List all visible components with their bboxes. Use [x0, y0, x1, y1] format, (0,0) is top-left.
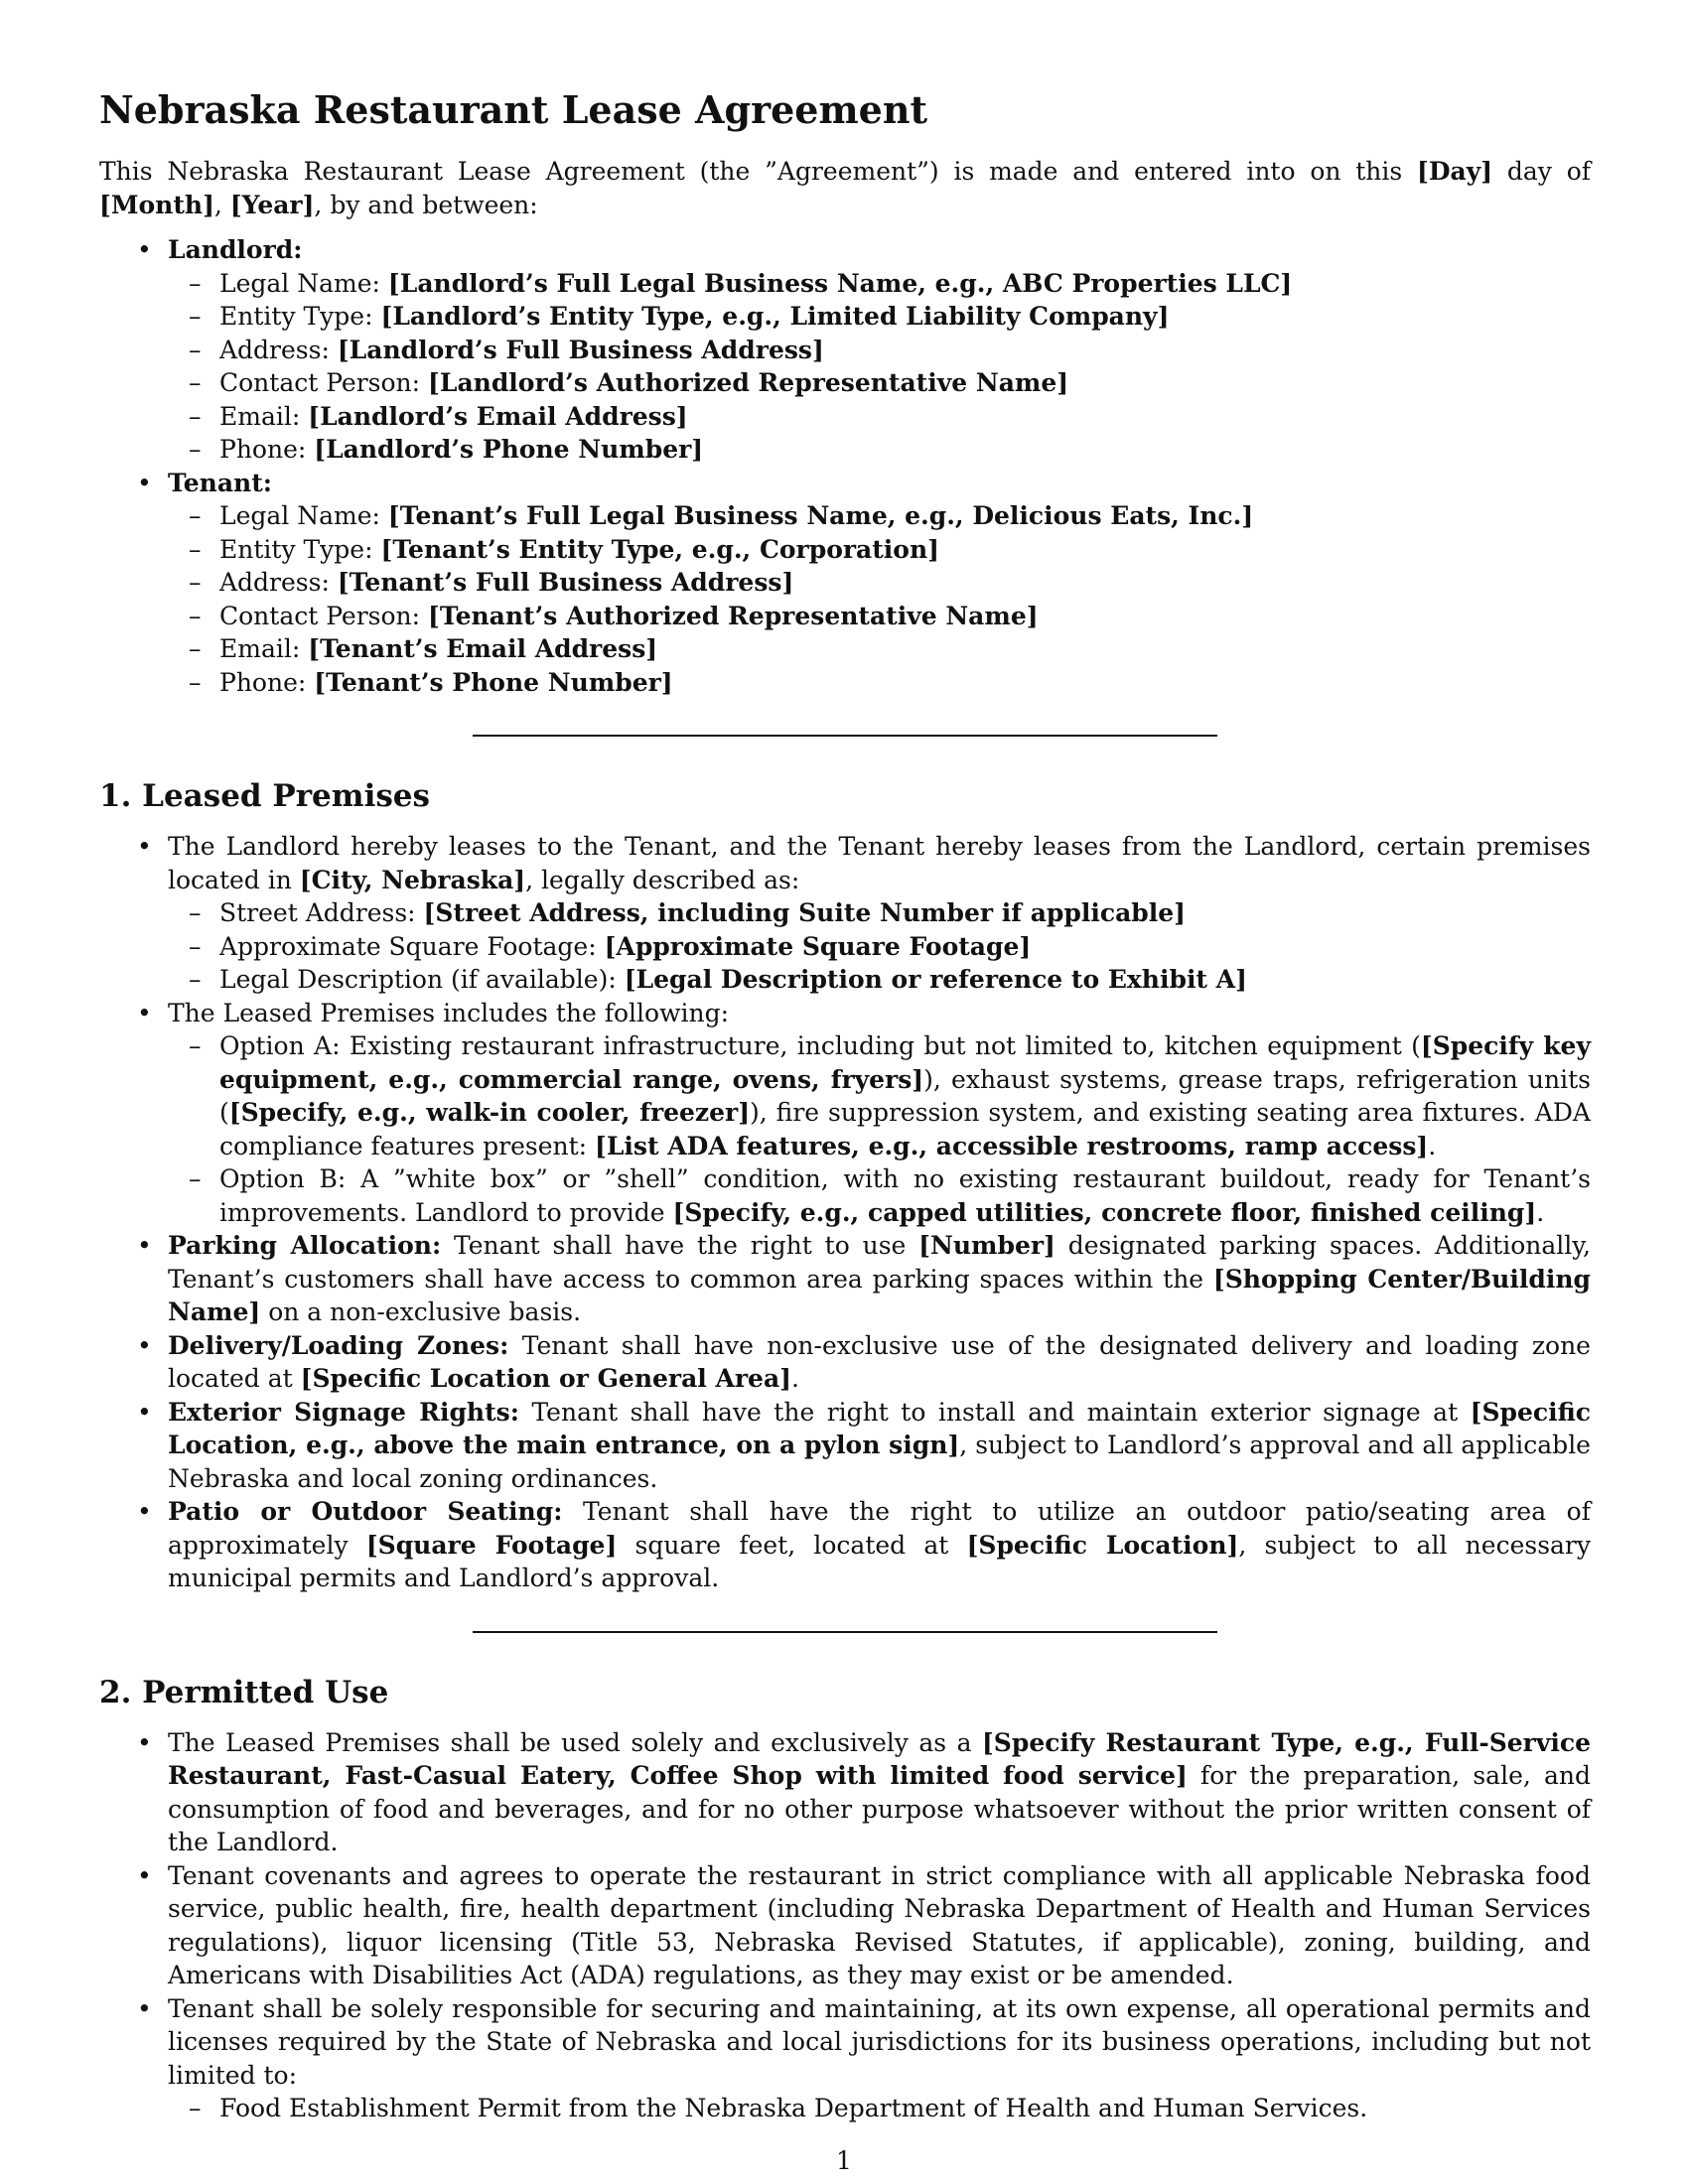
section-divider [473, 735, 1217, 737]
list-item: • Tenant shall be solely responsible for securing and maintaining, at its own expense, all operational permits and licenses required by the State of Nebraska and local jurisdictions for its business operations, including but not limited to: – Food Establishment Permit from the Nebraska Department of Health and Human Services. [99, 1992, 1591, 2125]
list-item: – Email: [Tenant’s Email Address] [159, 632, 1591, 666]
landlord-details [159, 267, 1591, 467]
list-item: • Tenant covenants and agrees to operate the restaurant in strict compliance with all applicable Nebraska food service, public health, fire, health department (including Nebraska Department of Health and Human Services regulations), liquor licensing (Title 53, Nebraska Revised Statutes, if applicable), zoning, building, and Americans with Disabilities Act (ADA) regulations, as they may exist or be amended. [99, 1859, 1591, 1992]
list-item: – Address: [Tenant’s Full Business Address] [159, 566, 1591, 600]
option-a: – Option A: Existing restaurant infrastructure, including but not limited to, kitchen equipment ([Specify key equipment, e.g., commercial range, ovens, fryers]), exhaust systems, grease traps, refrigeration units ([Specify, e.g., walk-in cooler, freezer]), fire suppression system, and existing seating area fixtures. ADA compliance features present: [List ADA features, e.g., accessible restrooms, ramp access]. [159, 1029, 1591, 1162]
document-page [99, 87, 1591, 2125]
document-title: Nebraska Restaurant Lease Agreement [99, 87, 928, 132]
intro-paragraph: This Nebraska Restaurant Lease Agreement (the ”Agreement”) is made and entered into on this [Day] day of [Month], [Year], by and between: [99, 157, 1592, 219]
list-item: – Address: [Landlord’s Full Business Address] [159, 334, 1591, 367]
month-placeholder: [Month] [99, 190, 214, 219]
list-item: – Legal Name: [Landlord’s Full Legal Business Name, e.g., ABC Properties LLC] [159, 267, 1591, 301]
exterior-signage-rights: • Exterior Signage Rights: Tenant shall have the right to install and maintain exterior signage at [Specific Location, e.g., above the main entrance, on a pylon sign], subject to Landlord’s approval and all applicable Nebraska and local zoning ordinances. [99, 1396, 1591, 1496]
tenant-party [99, 467, 1591, 700]
list-item: • The Leased Premises shall be used solely and exclusively as a [Specify Restaurant Type, e.g., Full-Service Restaurant, Fast-Casual Eatery, Coffee Shop with limited food service] for the preparation, sale, and consumption of food and beverages, and for no other purpose whatsoever without the prior written consent of the Landlord. [99, 1726, 1591, 1859]
permitted-use-list [99, 1726, 1591, 2125]
permits-list [159, 2092, 1591, 2125]
tenant-heading: Tenant: [168, 468, 272, 497]
list-item: • The Landlord hereby leases to the Tenant, and the Tenant hereby leases from the Landlord, certain premises located in [City, Nebraska], legally described as: – Street Address: [Street Address, including Suite Number if applicable] – Approximate Square Footage: [Approximate Square Footage] – Legal Description (if available): [Legal Description or reference to Exhibit A] [99, 830, 1591, 997]
list-item: – Street Address: [Street Address, including Suite Number if applicable] [159, 896, 1591, 930]
page-number: 1 [836, 2146, 852, 2175]
list-item: – Phone: [Tenant’s Phone Number] [159, 666, 1591, 700]
list-item: – Entity Type: [Landlord’s Entity Type, e.g., Limited Liability Company] [159, 300, 1591, 334]
patio-outdoor-seating: • Patio or Outdoor Seating: Tenant shall have the right to utilize an outdoor patio/seating area of approximately [Square Footage] square feet, located at [Specific Location], subject to all necessary municipal permits and Landlord’s approval. [99, 1495, 1591, 1595]
premises-options [159, 1029, 1591, 1229]
parking-allocation: • Parking Allocation: Tenant shall have the right to use [Number] designated parking spaces. Additionally, Tenant’s customers shall have access to common area parking spaces within the [Shopping Center/Building Name] on a non-exclusive basis. [99, 1229, 1591, 1329]
section-heading-leased-premises: 1. Leased Premises [99, 778, 430, 814]
list-item: – Contact Person: [Landlord’s Authorized Representative Name] [159, 366, 1591, 400]
section-heading-permitted-use: 2. Permitted Use [99, 1674, 389, 1710]
parties-list [99, 233, 1591, 699]
list-item: – Entity Type: [Tenant’s Entity Type, e.g., Corporation] [159, 533, 1591, 567]
landlord-heading: Landlord: [168, 235, 303, 264]
list-item: – Phone: [Landlord’s Phone Number] [159, 433, 1591, 467]
landlord-party [99, 233, 1591, 467]
list-item: – Contact Person: [Tenant’s Authorized Representative Name] [159, 600, 1591, 633]
list-item: – Food Establishment Permit from the Nebraska Department of Health and Human Services. [159, 2092, 1591, 2125]
day-placeholder: [Day] [1417, 157, 1493, 186]
section-divider [473, 1631, 1217, 1633]
list-item: – Email: [Landlord’s Email Address] [159, 400, 1591, 434]
delivery-loading-zones: • Delivery/Loading Zones: Tenant shall have non-exclusive use of the designated delivery and loading zone located at [Specific Location or General Area]. [99, 1329, 1591, 1396]
list-item: – Legal Name: [Tenant’s Full Legal Business Name, e.g., Delicious Eats, Inc.] [159, 499, 1591, 533]
tenant-details [159, 499, 1591, 699]
option-b: – Option B: A ”white box” or ”shell” condition, with no existing restaurant buildout, ready for Tenant’s improvements. Landlord to provide [Specify, e.g., capped utilities, concrete floor, finished ceiling]. [159, 1162, 1591, 1229]
list-item: – Legal Description (if available): [Legal Description or reference to Exhibit A] [159, 963, 1591, 997]
list-item: – Approximate Square Footage: [Approximate Square Footage] [159, 930, 1591, 964]
premises-details [159, 896, 1591, 997]
leased-premises-list [99, 830, 1591, 1595]
year-placeholder: [Year] [229, 190, 315, 219]
list-item: • The Leased Premises includes the following: – Option A: Existing restaurant infrastructure, including but not limited to, kitchen equipment ([Specify key equipment, e.g., commercial range, ovens, fryers]), exhaust systems, grease traps, refrigeration units ([Specify, e.g., walk-in cooler, freezer]), fire suppression system, and existing seating area fixtures. ADA compliance features present: [List ADA features, e.g., accessible restrooms, ramp access]. – Option B: A ”white box” or ”shell” condition, with no existing restaurant buildout, ready for Tenant’s improvements. Landlord to provide [Specify, e.g., capped utilities, concrete floor, finished ceiling]. [99, 997, 1591, 1230]
